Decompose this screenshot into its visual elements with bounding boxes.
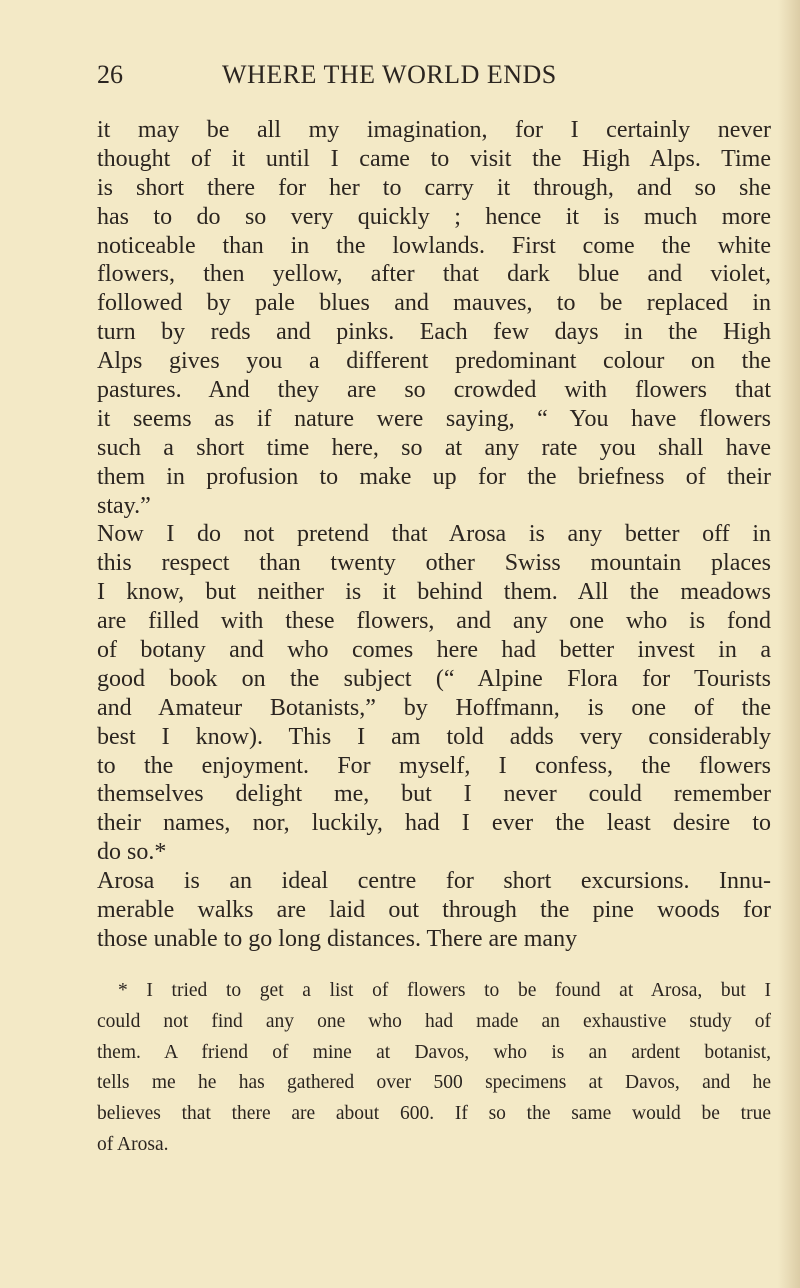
text-line: those unable to go long distances. There are many xyxy=(97,925,578,952)
running-title: WHERE THE WORLD ENDS xyxy=(222,60,557,89)
footnote xyxy=(97,976,771,1161)
text-line: pastures. And they are so crowded with flowers that xyxy=(97,377,771,404)
text-line: Alps gives you a different predominant colour on the xyxy=(97,348,771,375)
text-line: is short there for her to carry it through, and so she xyxy=(97,174,771,201)
text-line: noticeable than in the lowlands. First come the white xyxy=(97,232,771,259)
text-line: of botany and who comes here had better invest in a xyxy=(97,637,771,664)
text-line: it may be all my imagination, for I certainly never xyxy=(97,117,771,143)
text-line: do so.* xyxy=(97,839,167,866)
running-header xyxy=(97,60,771,94)
footnote-line: them. A friend of mine at Davos, who is an ardent botanist, xyxy=(97,1041,771,1063)
text-line: stay.” xyxy=(97,492,151,519)
footnote-line: could not find any one who had made an exhaustive study of xyxy=(97,1010,771,1032)
text-line: and Amateur Botanists,” by Hoffmann, is one of the xyxy=(97,694,771,721)
text-line: has to do so very quickly ; hence it is much more xyxy=(97,203,771,230)
page-number: 26 xyxy=(97,60,123,89)
footnote-line: * I tried to get a list of flowers to be found at Arosa, but I xyxy=(118,980,771,1001)
text-line: are filled with these flowers, and any one who is fond xyxy=(97,608,771,635)
text-line: themselves delight me, but I never could remember xyxy=(97,781,771,808)
text-line: flowers, then yellow, after that dark blue and violet, xyxy=(97,261,771,288)
text-line: them in profusion to make up for the briefness of their xyxy=(97,463,771,490)
text-line: thought of it until I came to visit the High Alps. Time xyxy=(97,145,771,172)
text-line: good book on the subject (“ Alpine Flora for Tourists xyxy=(97,665,771,692)
text-line: this respect than twenty other Swiss mountain places xyxy=(97,550,771,577)
text-line: to the enjoyment. For myself, I confess, the flowers xyxy=(97,752,771,779)
text-line: their names, nor, luckily, had I ever the least desire to xyxy=(97,810,771,837)
text-line: merable walks are laid out through the pine woods for xyxy=(97,897,771,924)
text-line: it seems as if nature were saying, “ You have flowers xyxy=(97,405,771,432)
body-text xyxy=(97,116,771,954)
footnote-line: believes that there are about 600. If so the same would be true xyxy=(97,1103,771,1125)
text-line: best I know). This I am told adds very considerably xyxy=(97,723,771,750)
footnote-line: tells me he has gathered over 500 specimens at Davos, and he xyxy=(97,1072,771,1094)
text-line: followed by pale blues and mauves, to be replaced in xyxy=(97,290,771,317)
text-line: Arosa is an ideal centre for short excursions. Innu- xyxy=(97,868,771,895)
text-line: Now I do not pretend that Arosa is any better off in xyxy=(97,521,771,548)
footnote-line: of Arosa. xyxy=(97,1133,169,1155)
text-line: such a short time here, so at any rate you shall have xyxy=(97,434,771,461)
text-line: turn by reds and pinks. Each few days in the High xyxy=(97,319,771,346)
page-edge-shadow xyxy=(778,0,800,1288)
text-line: I know, but neither is it behind them. All the meadows xyxy=(97,579,771,606)
